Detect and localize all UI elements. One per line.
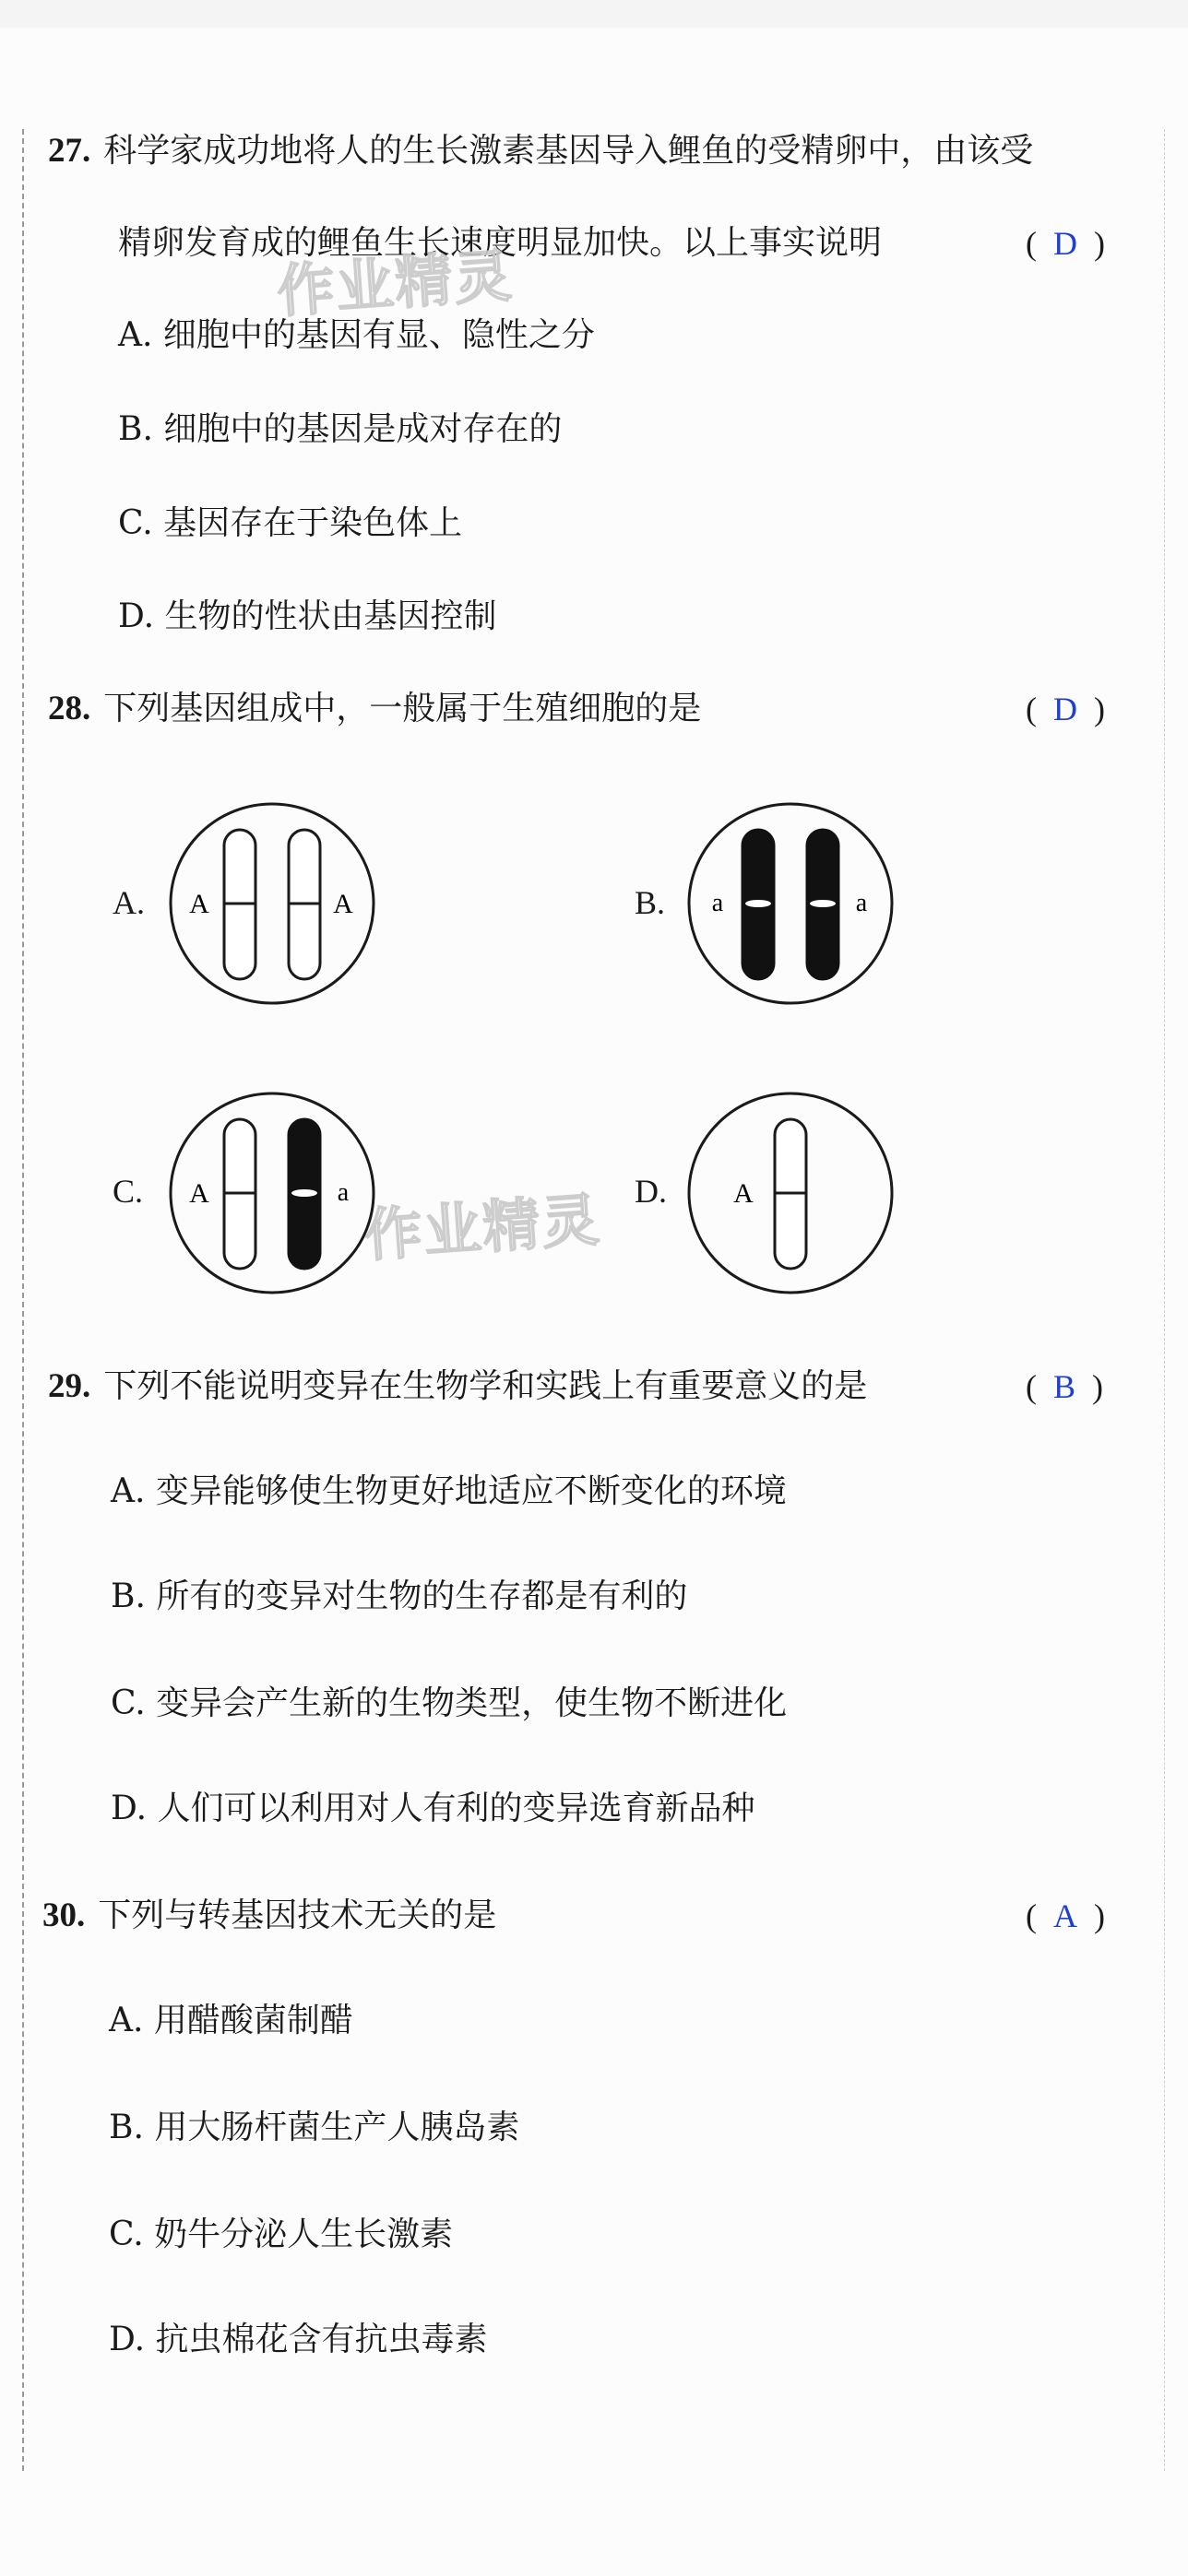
question-number: 29.	[48, 1367, 91, 1405]
binding-margin-line	[22, 129, 24, 2471]
answer-letter: D	[1053, 225, 1077, 262]
question-30-option-d: D. 抗虫棉花含有抗虫毒素	[109, 2321, 488, 2358]
question-29-option-b: B. 所有的变异对生物的生存都是有利的	[111, 1578, 688, 1615]
question-27-stem-line2: 精卵发育成的鲤鱼生长速度明显加快。以上事实说明	[118, 224, 883, 262]
question-29-option-a: A. 变异能够使生物更好地适应不断变化的环境	[111, 1472, 787, 1510]
gene-label: a	[855, 889, 868, 917]
question-27-option-d: D. 生物的性状由基因控制	[118, 597, 497, 635]
question-30-option-a: A. 用醋酸菌制醋	[109, 2002, 353, 2039]
gene-label: a	[337, 1178, 350, 1207]
gene-locus	[745, 900, 771, 907]
question-29-option-d: D. 人们可以利用对人有利的变异选育新品种	[111, 1790, 755, 1827]
diagram-a-label: A.	[113, 884, 145, 921]
gene-label: a	[711, 889, 724, 917]
question-30-stem: 30. 下列与转基因技术无关的是	[42, 1897, 497, 1934]
question-28-answer: ( D )	[1026, 691, 1105, 727]
question-27-option-c: C. 基因存在于染色体上	[118, 504, 463, 542]
question-number: 27.	[48, 132, 91, 170]
diagram-b-label: B.	[635, 884, 666, 921]
question-number: 30.	[42, 1897, 86, 1934]
gene-label: A	[733, 1178, 754, 1209]
cell-diagram-d	[684, 1090, 897, 1296]
diagram-c-label: C.	[113, 1173, 144, 1210]
watermark-logo: 作业精灵	[275, 242, 516, 325]
question-29-stem: 29. 下列不能说明变异在生物学和实践上有重要意义的是	[48, 1367, 868, 1405]
gene-label: A	[189, 889, 209, 919]
gene-label: A	[333, 889, 353, 919]
cell-diagram-c	[166, 1090, 378, 1296]
answer-letter: B	[1053, 1368, 1076, 1405]
cell-diagram-a	[166, 800, 378, 1007]
watermark-logo: 作业精灵	[362, 1186, 603, 1270]
question-27-answer: ( D )	[1026, 225, 1105, 262]
question-28-stem: 28. 下列基因组成中，一般属于生殖细胞的是	[48, 690, 702, 727]
page-top-band	[0, 0, 1188, 28]
question-27-option-a: A. 细胞中的基因有显、隐性之分	[118, 316, 595, 354]
diagram-d-label: D.	[635, 1173, 667, 1210]
question-30-option-c: C. 奶牛分泌人生长激素	[109, 2216, 454, 2253]
question-30-answer: ( A )	[1026, 1897, 1105, 1934]
answer-letter: D	[1053, 691, 1077, 727]
question-number: 28.	[48, 690, 91, 727]
question-30-option-b: B. 用大肠杆菌生产人胰岛素	[109, 2109, 520, 2146]
question-27-stem-line1: 27. 科学家成功地将人的生长激素基因导入鲤鱼的受精卵中，由该受	[48, 132, 1034, 170]
gene-locus	[291, 1189, 317, 1197]
cell-diagram-b	[684, 800, 897, 1007]
answer-letter: A	[1053, 1897, 1077, 1934]
question-29-answer: ( B )	[1026, 1368, 1104, 1405]
question-27-option-b: B. 细胞中的基因是成对存在的	[118, 410, 563, 448]
question-29-option-c: C. 变异会产生新的生物类型，使生物不断进化	[111, 1684, 788, 1722]
right-margin-line	[1164, 129, 1165, 2471]
gene-locus	[810, 900, 836, 907]
gene-label: A	[189, 1178, 209, 1209]
